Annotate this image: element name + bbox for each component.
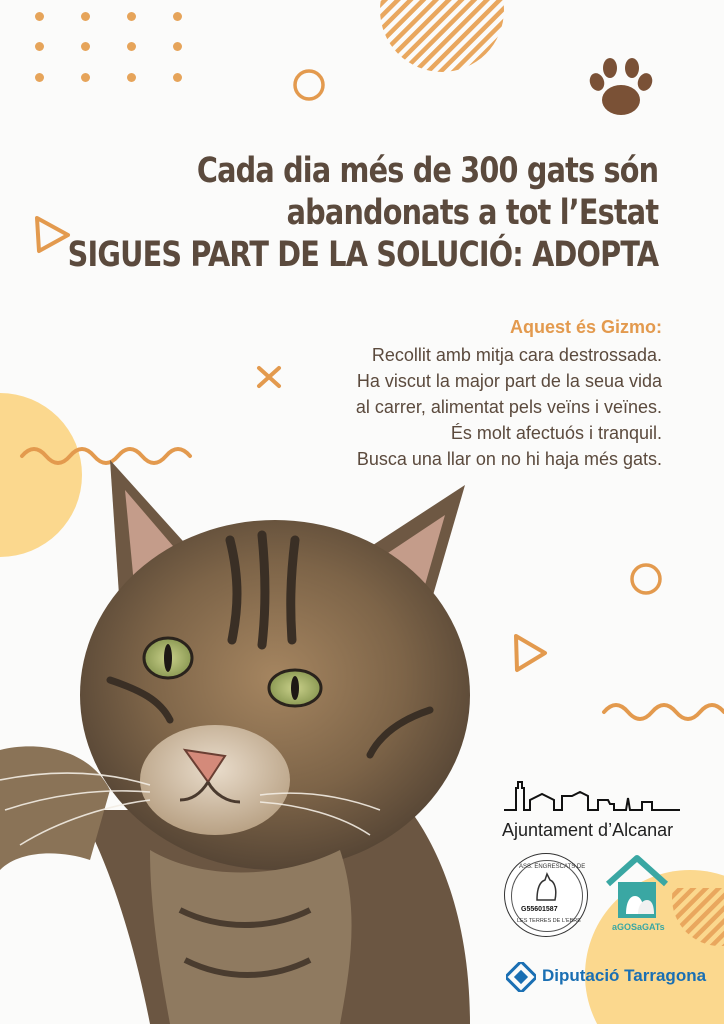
cat-description [356,314,662,472]
cat-silhouette-icon [531,872,561,902]
diputacio-emblem-icon [506,962,536,992]
ajuntament-logo-text: Ajuntament d’Alcanar [502,820,674,840]
description-line-3: al carrer, alimentat pels veïns i veïnes. [355,397,662,417]
headline [0,150,658,276]
description-line-2: Ha viscut la major part de la seua vida [356,371,662,391]
ajuntament-skyline-icon [502,778,682,814]
cat-name-label: Aquest és Gizmo: [509,317,662,337]
association-seal [504,853,588,937]
headline-line-2: abandonats a tot l’Estat [286,193,658,233]
description-line-5: Busca una llar on no hi haja més gats. [356,449,662,469]
seal-bottom-text: LES TERRES DE L'EBRE [517,918,581,924]
description-line-4: És molt afectuós i tranquil. [450,423,662,443]
seal-number: G55601587 [521,906,558,913]
agosagats-logo-text: aGOSaGATs [612,922,665,932]
headline-line-3: SIGUES PART DE LA SOLUCIÓ: ADOPTA [67,235,658,275]
headline-line-1: Cada dia més de 300 gats són [196,151,658,191]
house-icon [602,852,672,922]
seal-top-text: ASS. ENGRESCATS DE [519,864,586,870]
cat-photo [0,450,480,1024]
paw-icon [586,56,656,118]
description-line-1: Recollit amb mitja cara destrossada. [371,345,662,365]
diputacio-logo-text: Diputació Tarragona [542,966,707,985]
